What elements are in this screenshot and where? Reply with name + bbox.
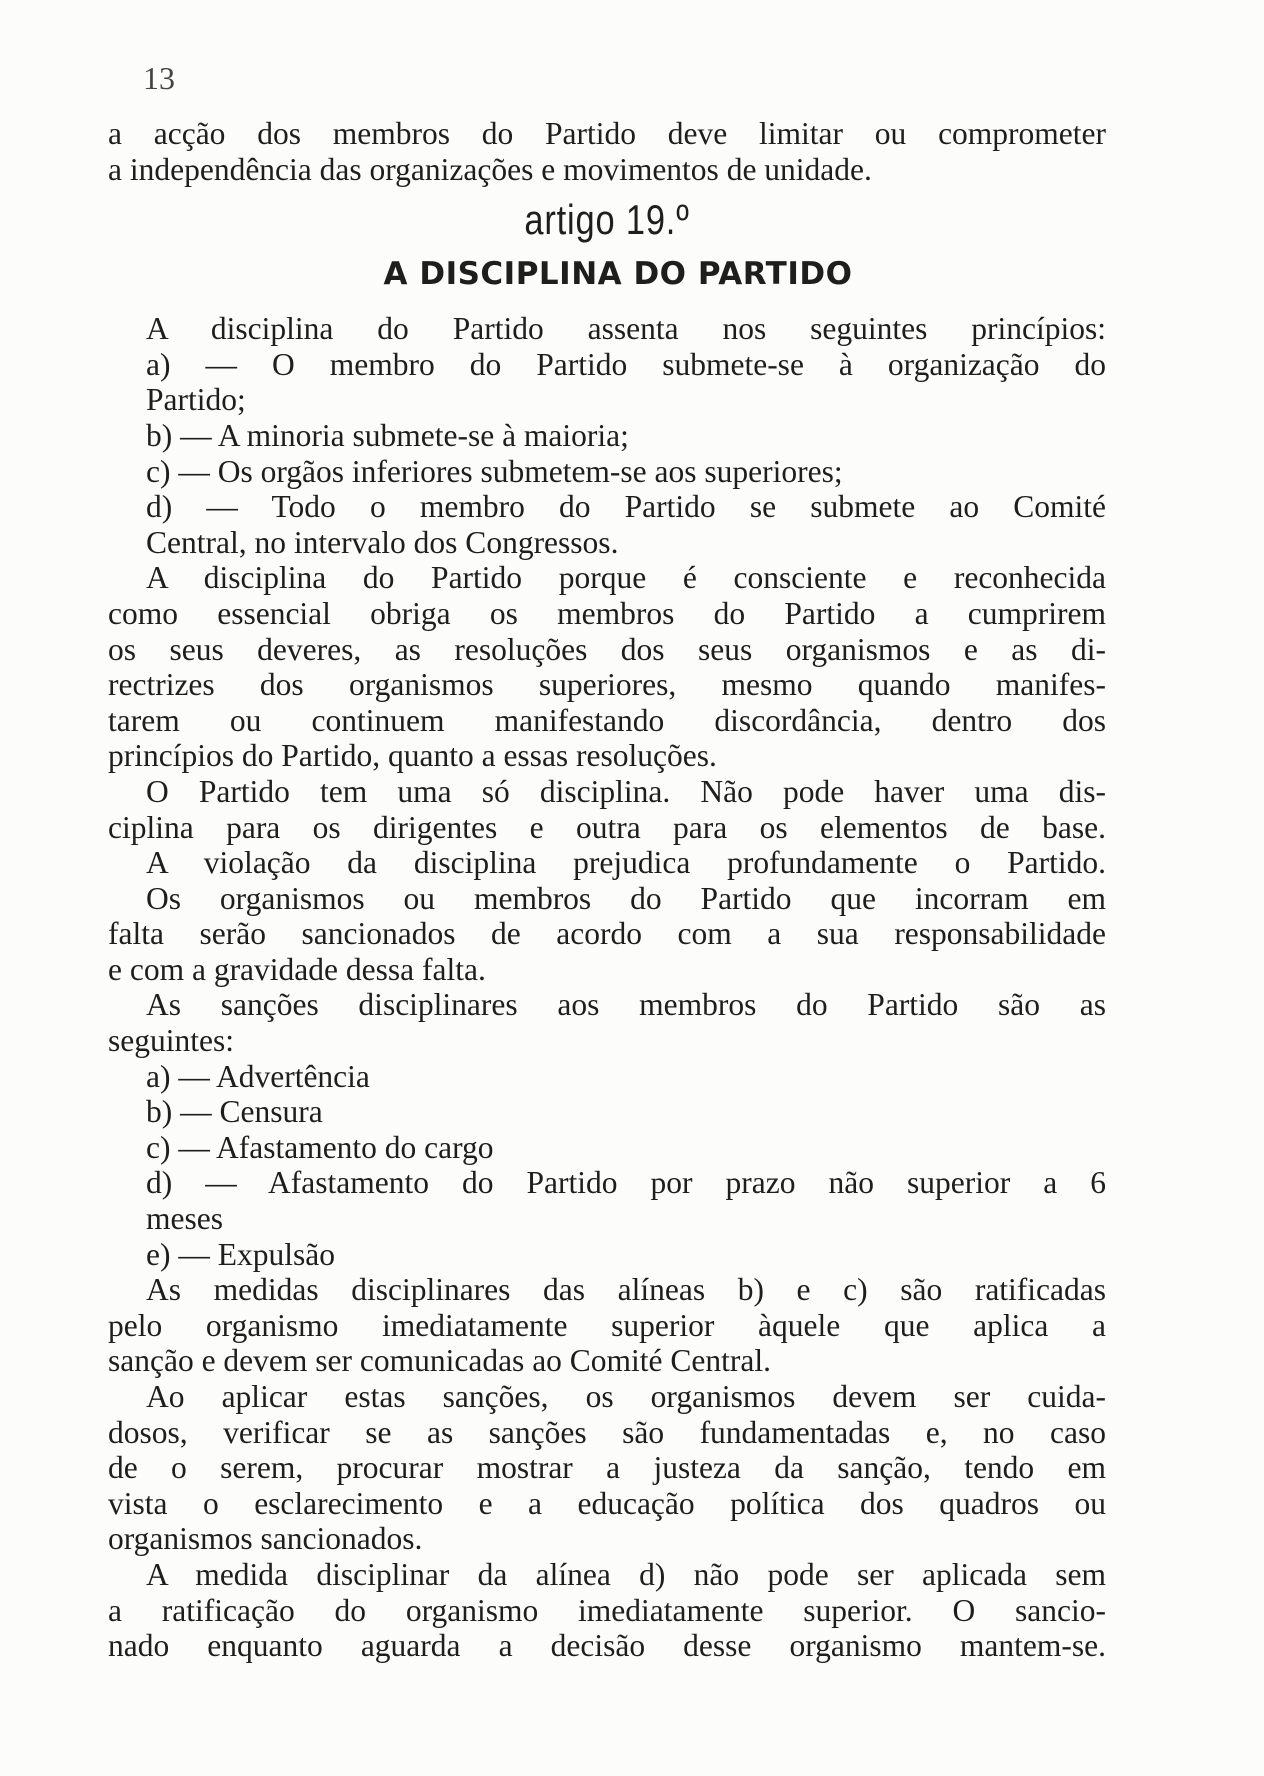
text-line: a acção dos membros do Partido deve limitar ou comprometer: [108, 116, 1106, 151]
list-item: e) — Expulsão: [146, 1236, 335, 1272]
list-item: b) — A minoria submete-se à maioria;: [146, 417, 629, 453]
article-heading: artigo 19.º: [524, 196, 690, 244]
section-heading: A DISCIPLINA DO PARTIDO: [383, 256, 853, 293]
text-line: princípios do Partido, quanto a essas resoluções.: [108, 738, 717, 774]
text-line: Partido;: [146, 382, 246, 418]
paragraph-first-line: A medida disciplinar da alínea d) não pode ser aplicada sem: [146, 1556, 1106, 1592]
text-line: a ratificação do organismo imediatamente superior. O sancio-: [108, 1592, 1106, 1628]
text-line: organismos sancionados.: [108, 1521, 423, 1557]
paragraph-first-line: As medidas disciplinares das alíneas b) e c) são ratificadas: [146, 1272, 1106, 1308]
paragraph-first-line: As sanções disciplinares aos membros do Partido são as: [146, 987, 1106, 1023]
paragraph-first-line: O Partido tem uma só disciplina. Não pode haver uma dis-: [146, 773, 1106, 809]
list-item: a) — O membro do Partido submete-se à organização do: [146, 346, 1106, 382]
text-line: tarem ou continuem manifestando discordância, dentro dos: [108, 702, 1106, 738]
list-item: b) — Censura: [146, 1094, 323, 1130]
text-line: os seus deveres, as resoluções dos seus organismos e as di-: [108, 631, 1106, 667]
text-line: e com a gravidade dessa falta.: [108, 951, 486, 987]
paragraph-first-line: A violação da disciplina prejudica profundamente o Partido.: [146, 845, 1106, 881]
text-line: sanção e devem ser comunicadas ao Comité Central.: [108, 1343, 772, 1379]
text-line: vista o esclarecimento e a educação política dos quadros ou: [108, 1485, 1106, 1521]
text-line: falta serão sancionados de acordo com a sua responsabilidade: [108, 916, 1106, 952]
text-line: meses: [146, 1201, 223, 1237]
text-line: como essencial obriga os membros do Partido a cumprirem: [108, 595, 1106, 631]
body-text: [108, 116, 1106, 1664]
paragraph-first-line: Ao aplicar estas sanções, os organismos devem ser cuida-: [146, 1379, 1106, 1414]
list-item: a) — Advertência: [146, 1058, 370, 1094]
list-item: c) — Os orgãos inferiores submetem-se aos superiores;: [146, 453, 843, 489]
text-line: pelo organismo imediatamente superior àquele que aplica a: [108, 1307, 1106, 1343]
list-item: d) — Afastamento do Partido por prazo não superior a 6: [146, 1165, 1106, 1201]
paragraph-first-line: Os organismos ou membros do Partido que incorram em: [146, 880, 1106, 916]
text-line: de o serem, procurar mostrar a justeza da sanção, tendo em: [108, 1450, 1106, 1486]
text-line: seguintes:: [108, 1023, 234, 1059]
page-number: 13: [143, 60, 175, 96]
text-line: rectrizes dos organismos superiores, mesmo quando manifes-: [108, 667, 1106, 703]
text-line: Central, no intervalo dos Congressos.: [146, 524, 619, 560]
list-item: c) — Afastamento do cargo: [146, 1129, 494, 1165]
paragraph-first-line: A disciplina do Partido porque é consciente e reconhecida: [146, 560, 1106, 596]
text-line: a independência das organizações e movimentos de unidade.: [108, 151, 872, 187]
text-line: A disciplina do Partido assenta nos seguintes princípios:: [146, 311, 1106, 347]
text-line: nado enquanto aguarda a decisão desse organismo mantem-se.: [108, 1628, 1106, 1664]
list-item: d) — Todo o membro do Partido se submete ao Comité: [146, 489, 1106, 525]
text-line: dosos, verificar se as sanções são fundamentadas e, no caso: [108, 1414, 1106, 1450]
text-line: ciplina para os dirigentes e outra para os elementos de base.: [108, 809, 1106, 845]
